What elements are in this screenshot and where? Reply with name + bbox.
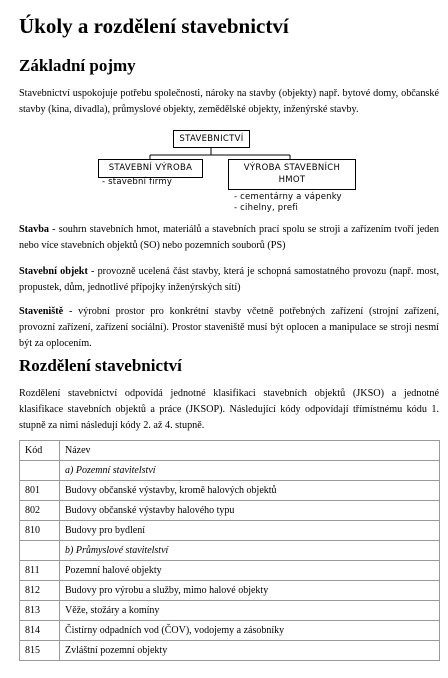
intro-paragraph: Stavebnictví uspokojuje potřebu společnosti, nároky na stavby (objekty) např. bytové domy, občanské stavby (kina, divadla), průmyslové objekty, zemědělské objekty, inženýrské stavby. [19,88,439,115]
table-row [20,641,440,661]
table-row [20,581,440,601]
table-row [20,521,440,541]
rozdeleni-paragraph: Rozdělení stavebnictví odpovídá jednotné klasifikaci stavebních objektů (JKSO) a jednotné klasifikace stavebních objektů a práce (JKSOP). Následující kódy odpovídají třímístnému kódu 1. stupně za nimi následují kódy 2. až 4. stupně. [19,388,439,431]
definition-staveniste [19,304,439,352]
table-cell-kod [20,461,60,481]
definition-text: - výrobní prostor pro konkrétní stavby včetně potřebných zařízení (strojní zařízení, provozní zařízení, zařízení sociální). Prostor staveniště musí být oplocen a manipulace se stroji nesmí být za oplocením. [19,306,439,349]
page-title: Úkoly a rozdělení stavebnictví [19,14,289,38]
table-cell-kod: 801 [20,481,60,501]
table-cell-kod: 810 [20,521,60,541]
table-cell-nazev: b) Průmyslové stavitelství [60,541,440,561]
definition-stavba [19,222,439,254]
table-cell-nazev: Budovy pro bydlení [60,521,440,541]
definition-text: - provozně ucelená část stavby, která je schopná samostatného provozu (např. most, propustek, dům, jednotlivé přípojky inženýrských sítí) [19,266,439,293]
diagram-note-cihelny: - cihelny, prefi [234,203,299,213]
section-heading-zakladni-pojmy: Základní pojmy [19,56,136,75]
table-cell-kod: 802 [20,501,60,521]
header-kod: Kód [20,441,60,461]
definition-term: Stavba [19,224,50,235]
definition-text: - souhrn stavebních hmot, materiálů a stavebních prací spolu se stroji a zařízením tvoří jeden nebo více stavebních objektů (SO) nebo pozemních souborů (PS) [19,224,439,251]
table-cell-kod: 811 [20,561,60,581]
table-cell-kod [20,541,60,561]
table-cell-nazev: Zvláštní pozemní objekty [60,641,440,661]
table-cell-nazev: Budovy občanské výstavby, kromě halových objektů [60,481,440,501]
table-row [20,601,440,621]
section-heading-rozdeleni: Rozdělení stavebnictví [19,356,182,375]
table-cell-nazev: Pozemní halové objekty [60,561,440,581]
table-cell-kod: 813 [20,601,60,621]
table-row [20,561,440,581]
table-section-row [20,461,440,481]
definition-stavebni-objekt [19,264,439,296]
table-cell-nazev: Věže, stožáry a komíny [60,601,440,621]
table-row [20,621,440,641]
diagram-note-stavebni-firmy: - stavební firmy [102,177,173,187]
table-section-row [20,541,440,561]
jkso-table [19,440,440,661]
diagram-box-vyroba-line2: HMOT [278,175,306,185]
definition-term: Staveniště [19,306,64,317]
header-nazev: Název [60,441,440,461]
table-row [20,501,440,521]
diagram-box-vyroba-stavebnich-hmot [228,159,356,190]
table-cell-kod: 812 [20,581,60,601]
table-row [20,481,440,501]
diagram-root-box: STAVEBNICTVÍ [173,130,250,148]
table-cell-kod: 815 [20,641,60,661]
diagram-box-vyroba-line1: VÝROBA STAVEBNÍCH [243,163,341,173]
diagram-note-cementarny: - cementárny a vápenky [234,192,342,202]
table-cell-nazev: a) Pozemní stavitelství [60,461,440,481]
table-cell-nazev: Budovy pro výrobu a služby, mimo halové objekty [60,581,440,601]
definition-term: Stavební objekt [19,266,88,277]
table-cell-kod: 814 [20,621,60,641]
diagram-box-stavebni-vyroba: STAVEBNÍ VÝROBA [98,159,203,178]
table-cell-nazev: Čistírny odpadních vod (ČOV), vodojemy a zásobníky [60,621,440,641]
table-header-row [20,441,440,461]
table-cell-nazev: Budovy občanské výstavby halového typu [60,501,440,521]
